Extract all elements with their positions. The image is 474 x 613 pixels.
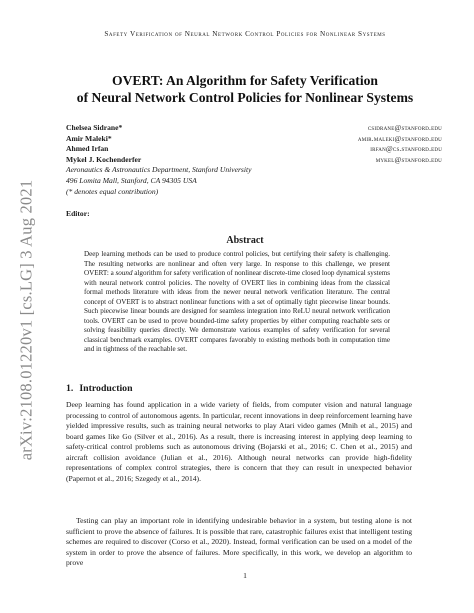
- paper-title-line-1: OVERT: An Algorithm for Safety Verification: [112, 73, 378, 88]
- abstract-text: [84, 250, 390, 355]
- editor-label: Editor:: [66, 209, 90, 218]
- section-title-text: Introduction: [79, 383, 133, 394]
- running-header: [40, 30, 450, 38]
- author-email: csidrane@stanford.edu: [367, 123, 442, 132]
- author-name: Chelsea Sidrane*: [66, 123, 123, 132]
- affiliation-address: 496 Lomita Mall, Stanford, CA 94305 USA: [66, 175, 197, 185]
- author-email: irfan@cs.stanford.edu: [370, 144, 442, 154]
- arxiv-identifier-text: arXiv:2108.01220v1 [cs.LG] 3 Aug 2021: [16, 179, 36, 461]
- author-block: [66, 123, 442, 197]
- section-number: 1.: [66, 383, 74, 394]
- paper-title: [40, 72, 450, 106]
- abstract-text-start: Deep learning methods can be used to produce control policies, but certifying their safety is challenging. The resulting networks are nonlinear and often very large. In response to this challenge, we present OVERT: a: [84, 250, 390, 278]
- author-row: [66, 144, 442, 155]
- author-name: Ahmed Irfan: [66, 144, 109, 154]
- intro-paragraph-2: Testing can play an important role in identifying undesirable behavior in a system, but testing alone is not sufficient to prove the absence of failures. It is possible that rare, catastrophic failures exist that intelligent testing schemes are required to discover (Corso et al., 2020). Instead, formal verification can be used on a model of the system in order to prove the absence of failures. More specifically, in this work, we develop an algorithm to prove: [66, 516, 412, 567]
- author-name: Amir Maleki*: [66, 133, 112, 143]
- arxiv-identifier-stamp: [14, 179, 38, 461]
- author-email: amir.maleki@stanford.edu: [357, 133, 442, 143]
- section-heading: [66, 383, 133, 394]
- author-row: [66, 123, 442, 134]
- running-header-text: Safety Verification of Neural Network Control Policies for Nonlinear Systems: [104, 30, 386, 38]
- author-row: [66, 134, 442, 145]
- abstract-text-end: algorithm for safety verification of nonlinear discrete-time closed loop dynamical systems with neural network control policies. The novelty of OVERT lies in combining ideas from the classical formal methods literature with ideas from the newer neural network verification literature. The central concept of OVERT is to abstract nonlinear functions with a set of optimally tight piecewise linear bounds. Such piecewise linear bounds are designed for seamless integration into ReLU neural network verification tools. OVERT can be used to prove bounded-time safety properties by either computing reachable sets or solving feasibility queries directly. We demonstrate various examples of safety verification for several classical benchmark examples. OVERT compares favorably to existing methods both in computation time and in tightness of the reachable set.: [84, 269, 391, 354]
- abstract-emphasis: sound: [115, 269, 133, 278]
- author-email: mykel@stanford.edu: [375, 154, 442, 164]
- abstract-heading: Abstract: [226, 235, 264, 246]
- affiliation-department: Aeronautics & Astronautics Department, Stanford University: [66, 165, 252, 175]
- paper-title-line-2: of Neural Network Control Policies for Nonlinear Systems: [76, 90, 414, 105]
- page-number: 1: [243, 571, 247, 580]
- author-row: [66, 155, 442, 166]
- equal-contribution-note: (* denotes equal contribution): [66, 186, 159, 196]
- author-name: Mykel J. Kochenderfer: [66, 154, 142, 164]
- intro-paragraph-1: Deep learning has found application in a wide variety of fields, from computer vision and natural language processing to control of autonomous agents. In particular, recent innovations in deep reinforcement learning have yielded impressive results, such as training neural networks to play Atari video games (Mnih et al., 2015) and board games like Go (Silver et al., 2016). As a result, there is increasing interest in applying deep learning to safety-critical control problems such as autonomous driving (Bojarski et al., 2016; C. Chen et al., 2015) and aircraft collision avoidance (Julian et al., 2016). Although neural networks can provide high-fidelity representations of complex control strategies, there is concern that they can result in unexpected behavior (Papernot et al., 2016; Szegedy et al., 2014).: [66, 400, 412, 483]
